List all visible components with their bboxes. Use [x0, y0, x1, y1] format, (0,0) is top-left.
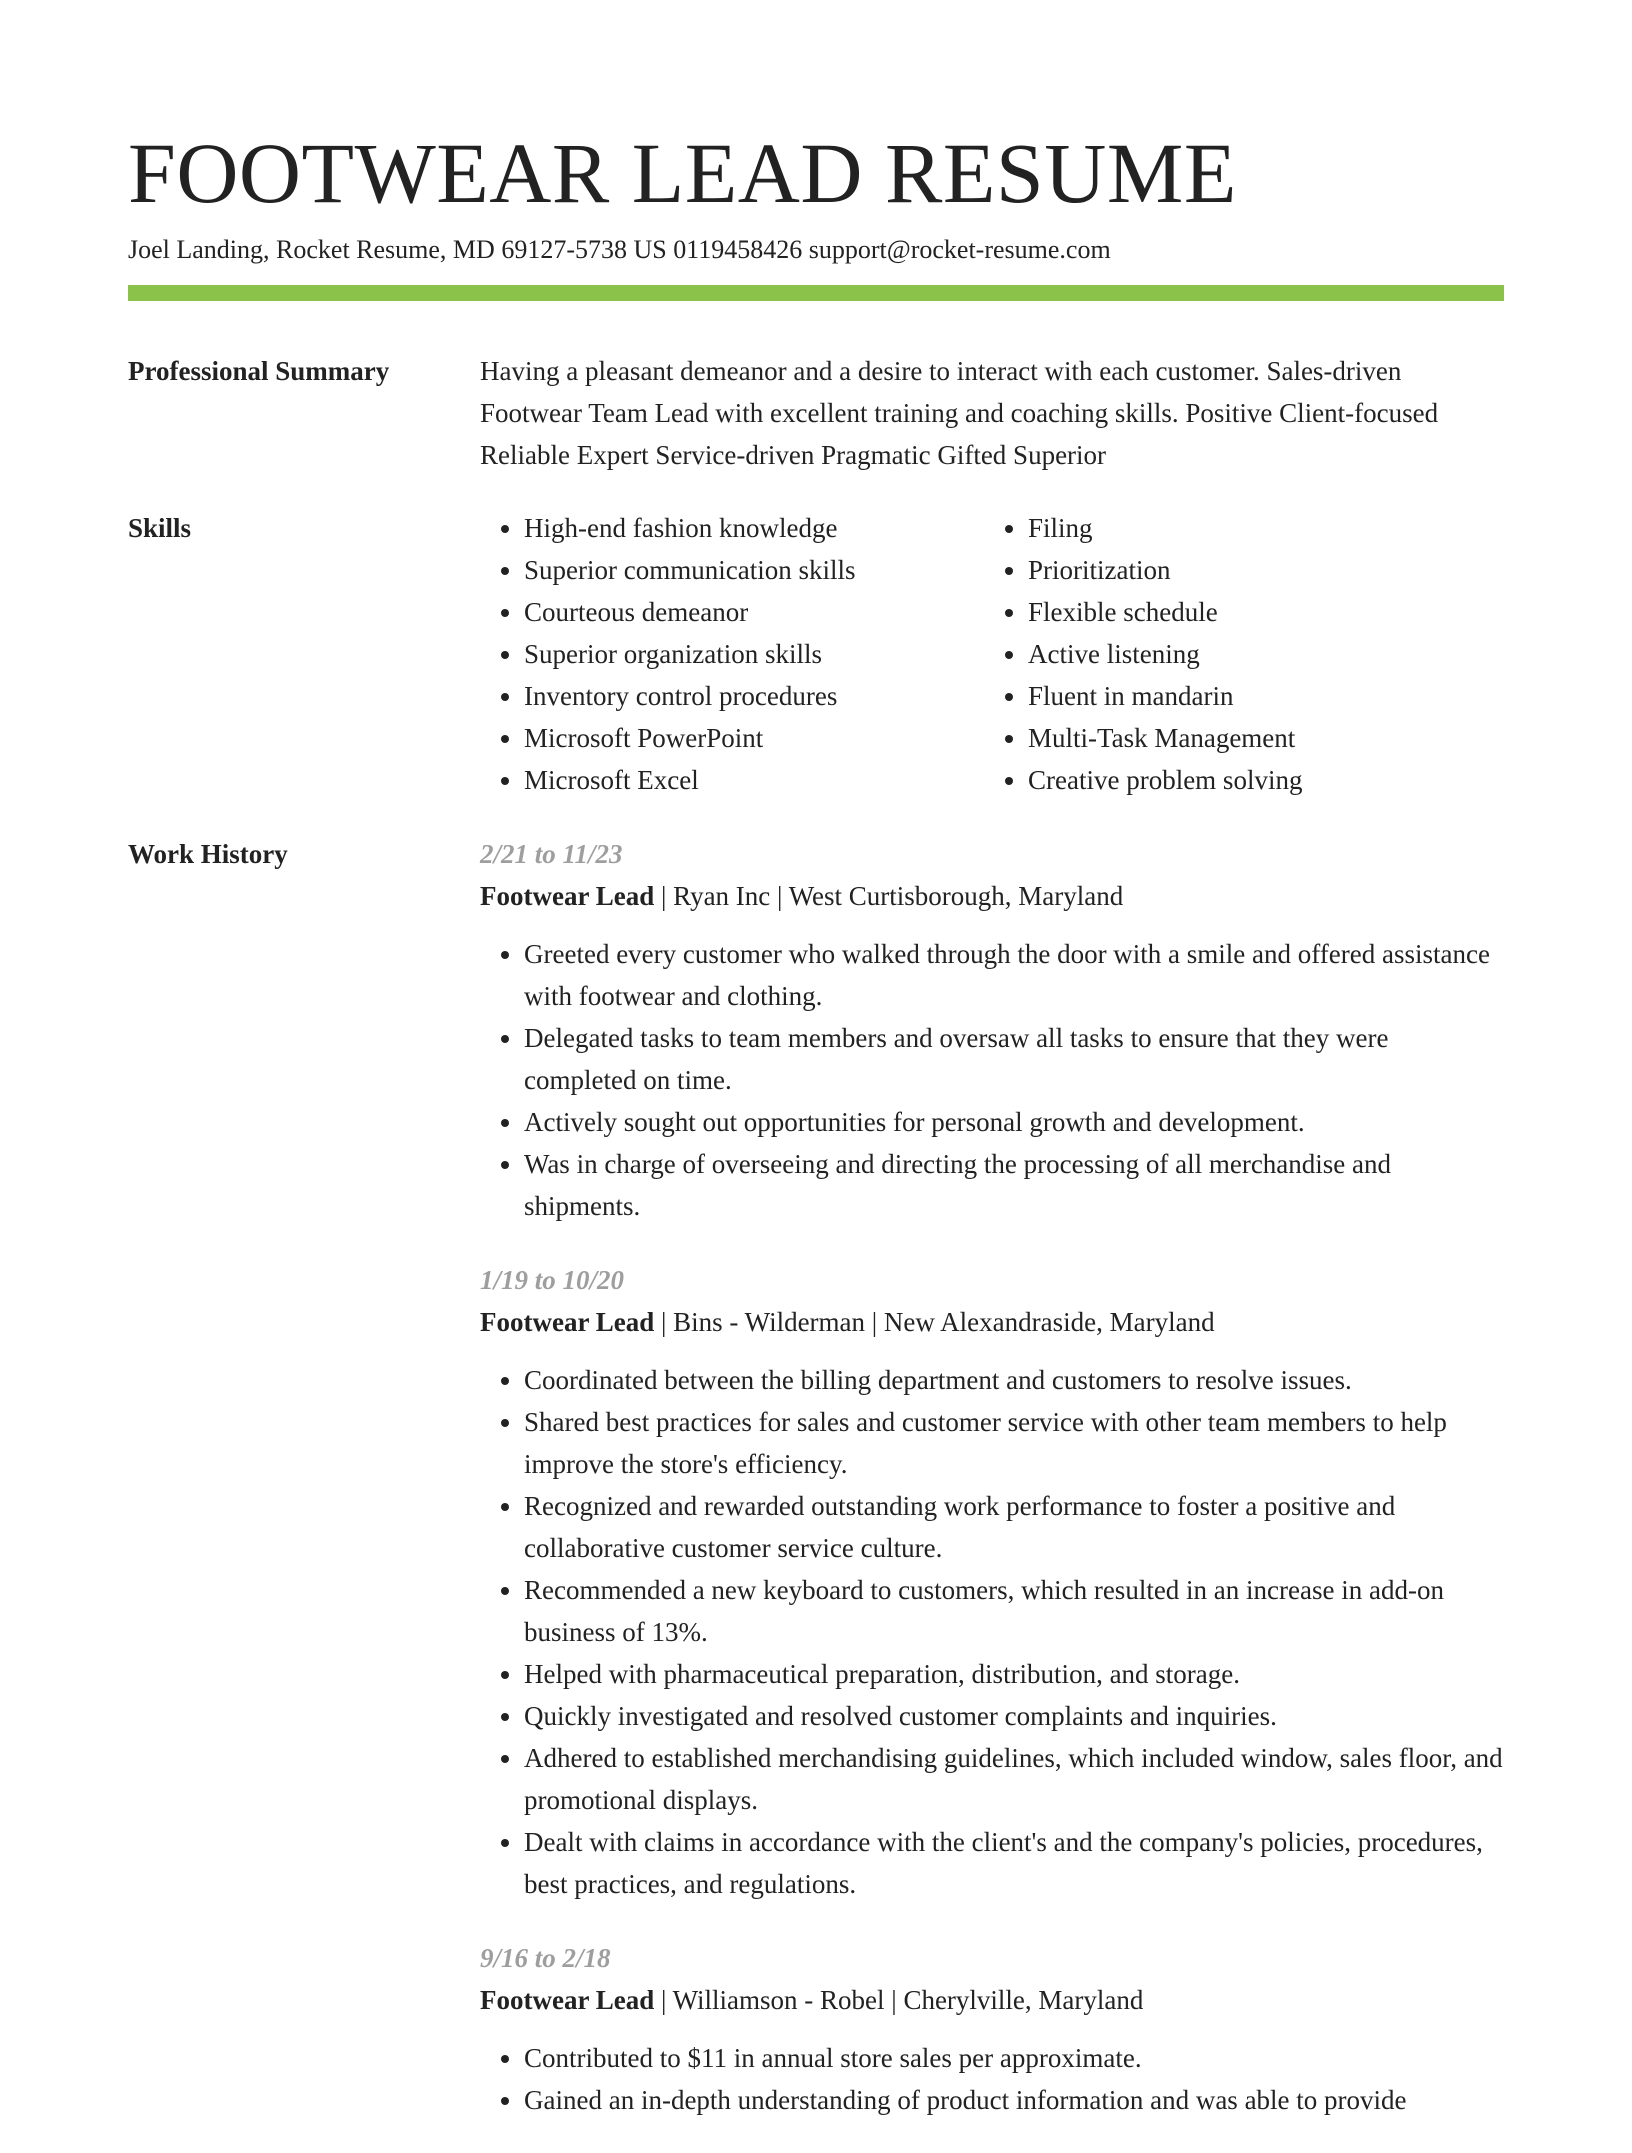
job-bullet: • Recognized and rewarded outstanding work performance to foster a positive and collaborative customer service culture.: [524, 1485, 1504, 1569]
skill-item: • High-end fashion knowledge: [524, 507, 984, 549]
job-bullets: [480, 1359, 1504, 1905]
job-title: Footwear Lead: [480, 1985, 655, 2015]
skill-item: • Flexible schedule: [1028, 591, 1488, 633]
job-bullet: • Recommended a new keyboard to customers, which resulted in an increase in add-on business of 13%.: [524, 1569, 1504, 1653]
job-entry: [480, 1937, 1504, 2121]
job-bullet: • Was in charge of overseeing and directing the processing of all merchandise and shipments.: [524, 1143, 1504, 1227]
work-history-section: [480, 833, 1504, 2153]
job-bullet: • Greeted every customer who walked through the door with a smile and offered assistance with footwear and clothing.: [524, 933, 1504, 1017]
job-dates: 9/16 to 2/18: [480, 1943, 611, 1973]
job-dates: 2/21 to 11/23: [480, 839, 623, 869]
job-bullet: • Adhered to established merchandising guidelines, which included window, sales floor, and promotional displays.: [524, 1737, 1504, 1821]
job-heading: [480, 1979, 1504, 2021]
job-bullet: • Shared best practices for sales and customer service with other team members to help improve the store's efficiency.: [524, 1401, 1504, 1485]
job-heading: [480, 1301, 1504, 1343]
job-bullet: • Helped with pharmaceutical preparation, distribution, and storage.: [524, 1653, 1504, 1695]
resume-title: FOOTWEAR LEAD RESUME: [128, 125, 1237, 221]
job-bullets: [480, 933, 1504, 1227]
job-title: Footwear Lead: [480, 1307, 655, 1337]
job-entry: [480, 1259, 1504, 1905]
job-bullet: • Delegated tasks to team members and oversaw all tasks to ensure that they were completed on time.: [524, 1017, 1504, 1101]
skill-item: • Microsoft PowerPoint: [524, 717, 984, 759]
job-bullet: • Coordinated between the billing department and customers to resolve issues.: [524, 1359, 1504, 1401]
job-title: Footwear Lead: [480, 881, 655, 911]
skill-item: • Active listening: [1028, 633, 1488, 675]
job-employer-location: | Williamson - Robel | Cherylville, Maryland: [654, 1985, 1144, 2015]
header-divider: [128, 285, 1504, 301]
job-bullet: • Dealt with claims in accordance with the client's and the company's policies, procedures, best practices, and regulations.: [524, 1821, 1504, 1905]
skill-item: • Superior organization skills: [524, 633, 984, 675]
skills-column-2: [984, 507, 1488, 801]
skill-item: • Creative problem solving: [1028, 759, 1488, 801]
skill-item: • Superior communication skills: [524, 549, 984, 591]
job-employer-location: | Bins - Wilderman | New Alexandraside, Maryland: [654, 1307, 1215, 1337]
skill-item: • Filing: [1028, 507, 1488, 549]
job-bullets: [480, 2037, 1504, 2121]
contact-line: Joel Landing, Rocket Resume, MD 69127-5738 US 0119458426 support@rocket-resume.com: [128, 235, 1111, 264]
job-bullet: • Quickly investigated and resolved customer complaints and inquiries.: [524, 1695, 1504, 1737]
skills-column-1: [480, 507, 984, 801]
skill-item: • Multi-Task Management: [1028, 717, 1488, 759]
skills-section: [480, 507, 1504, 801]
job-employer-location: | Ryan Inc | West Curtisborough, Maryland: [654, 881, 1124, 911]
job-bullet: • Contributed to $11 in annual store sales per approximate.: [524, 2037, 1504, 2079]
job-entry: [480, 833, 1504, 1227]
skills-label: Skills: [128, 513, 192, 543]
summary-section: [480, 350, 1504, 476]
skill-item: • Inventory control procedures: [524, 675, 984, 717]
skill-item: • Courteous demeanor: [524, 591, 984, 633]
summary-label: Professional Summary: [128, 356, 390, 386]
summary-text: Having a pleasant demeanor and a desire to interact with each customer. Sales-driven Footwear Team Lead with excellent training and coaching skills. Positive Client-focused Reliable Expert Service-driven Pragmatic Gifted Superior: [480, 356, 1439, 470]
job-bullet: • Gained an in-depth understanding of product information and was able to provide: [524, 2079, 1504, 2121]
skill-item: • Fluent in mandarin: [1028, 675, 1488, 717]
job-bullet: • Actively sought out opportunities for personal growth and development.: [524, 1101, 1504, 1143]
job-heading: [480, 875, 1504, 917]
skill-item: • Prioritization: [1028, 549, 1488, 591]
job-dates: 1/19 to 10/20: [480, 1265, 625, 1295]
work-history-label: Work History: [128, 839, 288, 869]
skill-item: • Microsoft Excel: [524, 759, 984, 801]
